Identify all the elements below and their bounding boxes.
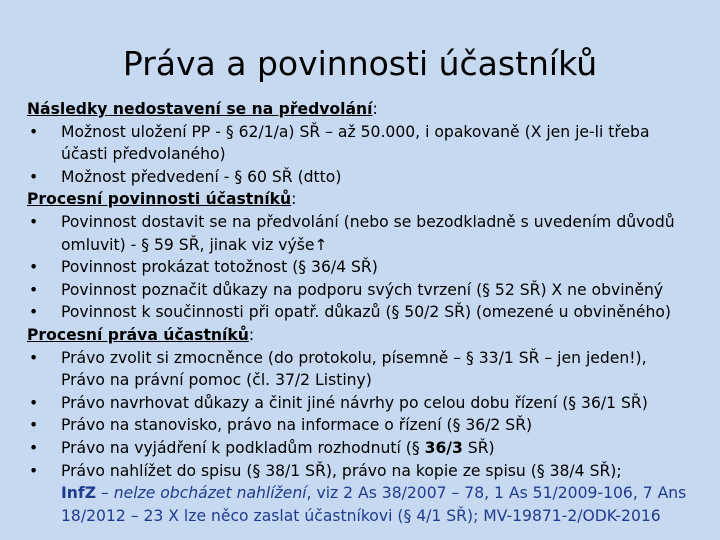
infz-note: InfZ – nelze obcházet nahlížení, viz 2 As 38/2007 – 78, 1 As 51/2009-106, 7 Ans xyxy=(61,484,687,503)
bullet-icon: • xyxy=(29,212,39,231)
list-item: • Povinnost dostavit se na předvolání (nebo se bezodkladně s uvedením důvodů omluvit) - § 59 SŘ, jinak viz výše↑ xyxy=(27,211,713,256)
bullet-icon: • xyxy=(29,258,39,277)
slide-body xyxy=(27,98,713,527)
section-heading-nasledky: Následky nedostavení se na předvolání: xyxy=(27,100,378,118)
section-heading-povinnosti: Procesní povinnosti účastníků: xyxy=(27,190,297,209)
bullet-icon: • xyxy=(29,303,39,322)
bullet-icon: • xyxy=(29,438,39,457)
list-item: • Právo navrhovat důkazy a činit jiné návrhy po celou dobu řízení (§ 36/1 SŘ) xyxy=(27,392,713,415)
bullet-icon: • xyxy=(29,348,39,367)
section-heading-prava: Procesní práva účastníků: xyxy=(27,325,255,344)
list-item: • Možnost uložení PP - § 62/1/a) SŘ – až 50.000, i opakovaně (X jen je-li třeba účasti předvolaného) xyxy=(27,121,713,166)
bullet-icon: • xyxy=(29,280,39,299)
list-item: • Povinnost prokázat totožnost (§ 36/4 SŘ) xyxy=(27,256,713,279)
slide-title: Práva a povinnosti účastníků xyxy=(122,44,598,83)
list-item: • Právo na vyjádření k podkladům rozhodnutí (§ 36/3 SŘ) xyxy=(27,437,713,460)
list-item: • Právo nahlížet do spisu (§ 38/1 SŘ), právo na kopie ze spisu (§ 38/4 SŘ); InfZ – nelze obcházet nahlížení, viz 2 As 38/2007 – 78, 1 As 51/2009-106, 7 Ans 18/2012 – 23 X lze něco zaslat účastníkovi (§ 4/1 SŘ); MV-19871-2/ODK-2016 xyxy=(27,460,713,528)
list-item: • Právo na stanovisko, právo na informace o řízení (§ 36/2 SŘ) xyxy=(27,414,713,437)
list-item: • Právo zvolit si zmocněnce (do protokolu, písemně – § 33/1 SŘ – jen jeden!), Právo na právní pomoc (čl. 37/2 Listiny) xyxy=(27,347,713,392)
list-item: • Možnost předvedení - § 60 SŘ (dtto) xyxy=(27,166,713,189)
list-item: • Povinnost poznačit důkazy na podporu svých tvrzení (§ 52 SŘ) X ne obviněný xyxy=(27,279,713,302)
bullet-icon: • xyxy=(29,122,39,141)
bullet-icon: • xyxy=(29,416,39,435)
list-item: • Povinnost k součinnosti při opatř. důkazů (§ 50/2 SŘ) (omezené u obviněného) xyxy=(27,301,713,324)
bullet-icon: • xyxy=(29,393,39,412)
bullet-icon: • xyxy=(29,461,39,480)
bullet-icon: • xyxy=(29,167,39,186)
